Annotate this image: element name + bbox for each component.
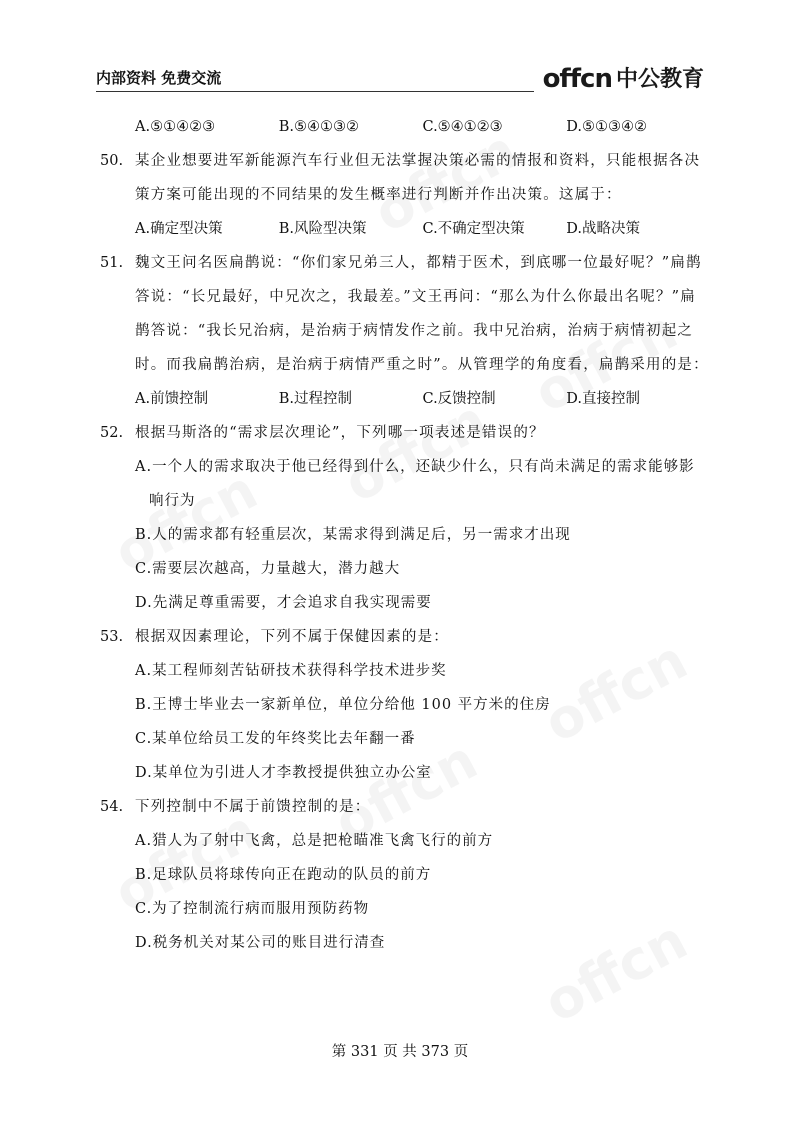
question-text: 魏文王问名医扁鹊说：“你们家兄弟三人，都精于医术，到底哪一位最好呢？”扁鹊答说：“长兄最好，中兄次之，我最差。”文王再问：“那么为什么你最出名呢？”扁鹊答说：“我长兄治病，是治病于病情发作之前。我中兄治病，治病于病情初起之时。而我扁鹊治病，是治病于病情严重之时”。从管理学的角度看，扁鹊采用的是： <box>135 255 709 373</box>
option-a-line1: A.一个人的需求取决于他已经得到什么，还缺少什么，只有尚未满足的需求能够影 <box>135 459 695 475</box>
question-text: 根据双因素理论，下列不属于保健因素的是： <box>135 629 449 645</box>
option-a-line2: 响行为 <box>149 493 196 509</box>
question-53 <box>100 620 710 654</box>
option-c: C.为了控制流行病而服用预防药物 <box>135 901 370 917</box>
question-number: 53. <box>100 629 124 645</box>
question-54 <box>100 790 710 824</box>
question-text: 某企业想要进军新能源汽车行业但无法掌握决策必需的情报和资料，只能根据各决策方案可能出现的不同结果的发生概率进行判断并作出决策。这属于： <box>135 153 701 203</box>
question-52 <box>100 416 710 450</box>
question-number: 50. <box>100 153 124 169</box>
question-number: 52. <box>100 425 124 441</box>
question-text: 下列控制中不属于前馈控制的是： <box>135 799 371 815</box>
option-c: C.⑤④①②③ <box>422 119 503 135</box>
question-51 <box>100 246 710 382</box>
question-content <box>100 110 710 960</box>
header-label: 内部资料 免费交流 <box>96 69 222 87</box>
question-number: 54. <box>100 799 124 815</box>
page-header <box>96 60 704 92</box>
option-d: D.先满足尊重需要，才会追求自我实现需要 <box>135 595 432 611</box>
option-a: A.某工程师刻苦钻研技术获得科学技术进步奖 <box>135 663 447 679</box>
page-number: 第 331 页 共 373 页 <box>331 1044 469 1060</box>
question-number: 51. <box>100 255 124 271</box>
option-a: A.⑤①④②③ <box>135 119 216 135</box>
question-50-options <box>100 212 710 246</box>
option-d: D.某单位为引进人才李教授提供独立办公室 <box>135 765 432 781</box>
option-c: C.需要层次越高，力量越大，潜力越大 <box>135 561 401 577</box>
question-51-options <box>100 382 710 416</box>
option-a: A.确定型决策 <box>135 221 223 237</box>
option-d: D.税务机关对某公司的账目进行清查 <box>135 935 386 951</box>
option-d: D.直接控制 <box>566 391 640 407</box>
offcn-logo <box>543 60 704 94</box>
logo-latin: offcn <box>542 64 612 94</box>
option-c: C.反馈控制 <box>422 391 496 407</box>
logo-cn: 中公教育 <box>615 67 704 92</box>
option-b: B.风险型决策 <box>278 221 367 237</box>
option-a: A.猎人为了射中飞禽，总是把枪瞄准飞禽飞行的前方 <box>135 833 494 849</box>
option-c: C.某单位给员工发的年终奖比去年翻一番 <box>135 731 416 747</box>
option-a <box>100 450 710 518</box>
option-d: D.战略决策 <box>566 221 640 237</box>
prev-question-options <box>100 110 710 144</box>
option-d: D.⑤①③④② <box>566 119 647 135</box>
question-text: 根据马斯洛的“需求层次理论”，下列哪一项表述是错误的？ <box>135 425 545 441</box>
option-b: B.⑤④①③② <box>278 119 360 135</box>
option-b: B.足球队员将球传向正在跑动的队员的前方 <box>135 867 432 883</box>
option-b: B.王博士毕业去一家新单位，单位分给他 100 平方米的住房 <box>135 697 551 713</box>
option-b: B.过程控制 <box>278 391 353 407</box>
option-b: B.人的需求都有轻重层次，某需求得到满足后，另一需求才出现 <box>135 527 571 543</box>
question-50 <box>100 144 710 212</box>
option-c: C.不确定型决策 <box>422 221 525 237</box>
header-rule <box>96 91 534 92</box>
option-a: A.前馈控制 <box>135 391 209 407</box>
